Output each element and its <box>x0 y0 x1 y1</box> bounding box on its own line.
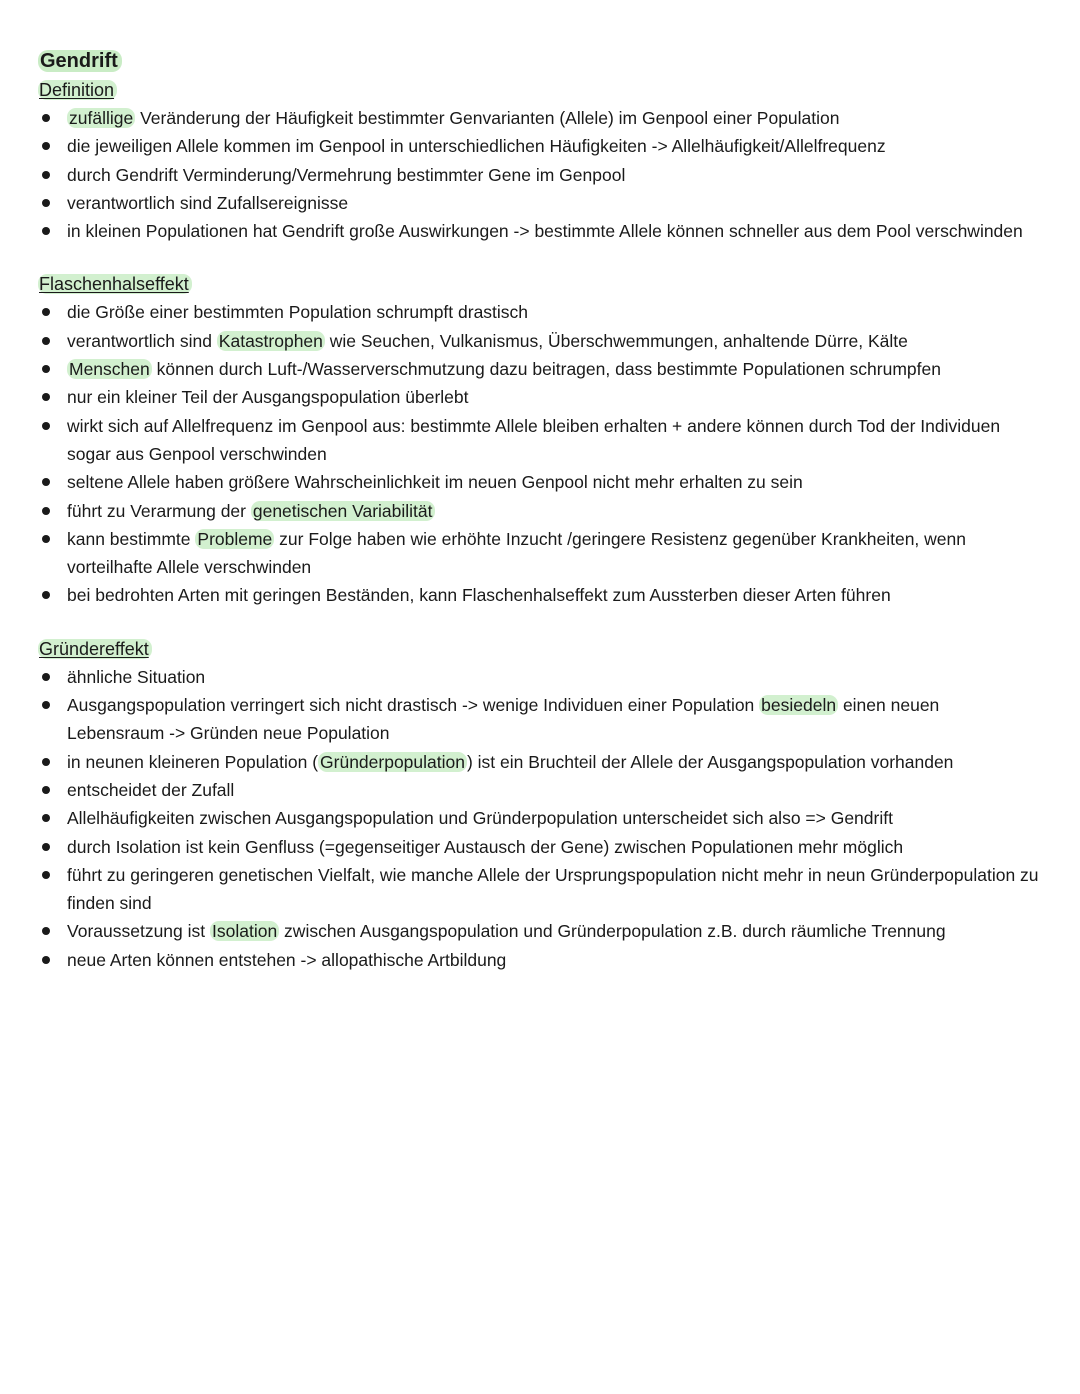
list-item <box>38 355 1040 383</box>
list-item <box>38 748 1040 776</box>
list-item <box>38 833 1040 861</box>
highlighted-text: zufällige <box>69 108 134 128</box>
text-segment: verantwortlich sind Zufallsereignisse <box>67 192 349 213</box>
section-2 <box>38 637 1040 974</box>
list-item <box>38 132 1040 160</box>
section-heading-text: Flaschenhalseffekt <box>38 274 192 294</box>
section-heading <box>38 78 1040 102</box>
text-segment: führt zu geringeren genetischen Vielfalt, wie manche Allele der Ursprungspopulation nicht mehr in neun Gründerpopulation zu finden sind <box>67 864 1039 914</box>
text-segment: wie Seuchen, Vulkanismus, Überschwemmungen, anhaltende Dürre, Kälte <box>324 330 908 351</box>
text-segment: ) ist ein Bruchteil der Allele der Ausgangspopulation vorhanden <box>466 751 954 772</box>
text-segment: durch Isolation ist kein Genfluss (=gegenseitiger Austausch der Gene) zwischen Populationen mehr möglich <box>67 836 904 857</box>
bullet-list <box>38 663 1040 974</box>
highlighted-text: Probleme <box>197 528 273 549</box>
bullet-list <box>38 298 1040 609</box>
list-item <box>38 412 1040 469</box>
list-item <box>38 804 1040 832</box>
text-segment: Voraussetzung ist <box>67 921 210 942</box>
list-item <box>38 327 1040 355</box>
bullet-list <box>38 104 1040 245</box>
text-segment: führt zu Verarmung der <box>67 500 251 521</box>
text-segment: einen neuen Lebensraum -> Gründen neue Population <box>67 695 940 744</box>
section-1 <box>38 272 1040 609</box>
text-segment: entscheidet der Zufall <box>67 779 235 800</box>
document-title <box>38 48 1040 74</box>
list-item <box>38 946 1040 974</box>
text-segment: seltene Allele haben größere Wahrscheinlichkeit im neuen Genpool nicht mehr erhalten zu sein <box>67 472 803 493</box>
text-segment: nur ein kleiner Teil der Ausgangspopulation überlebt <box>67 387 469 408</box>
list-item <box>38 525 1040 582</box>
text-segment: die Größe einer bestimmten Population schrumpft drastisch <box>67 302 529 323</box>
section-heading <box>38 637 1040 661</box>
text-segment: Allelhäufigkeiten zwischen Ausgangspopulation und Gründerpopulation unterscheidet sich also => Gendrift <box>67 808 893 829</box>
text-segment: neue Arten können entstehen -> allopathische Artbildung <box>67 949 507 970</box>
document-title-text: Gendrift <box>38 50 122 72</box>
text-segment: wirkt sich auf Allelfrequenz im Genpool aus: bestimmte Allele bleiben erhalten + andere können durch Tod der Individuen sogar aus Genpool verschwinden <box>67 415 1001 464</box>
section-0 <box>38 78 1040 245</box>
text-segment: ähnliche Situation <box>67 666 206 687</box>
sections-container <box>38 78 1040 974</box>
text-segment: Veränderung der Häufigkeit bestimmter Genvarianten (Allele) im Genpool einer Population <box>135 108 840 128</box>
list-item <box>38 104 1040 132</box>
text-segment: in kleinen Populationen hat Gendrift große Auswirkungen -> bestimmte Allele können schneller aus dem Pool verschwinden <box>67 221 1023 242</box>
section-heading-text: Definition <box>38 80 117 100</box>
list-item <box>38 497 1040 525</box>
list-item <box>38 189 1040 217</box>
text-segment: die jeweiligen Allele kommen im Genpool in unterschiedlichen Häufigkeiten -> Allelhäufigkeit/Allelfrequenz <box>67 136 886 157</box>
text-segment: in neunen kleineren Population ( <box>67 751 319 772</box>
section-heading-text: Gründereffekt <box>38 639 152 659</box>
text-segment: zwischen Ausgangspopulation und Gründerpopulation z.B. durch räumliche Trennung <box>279 921 946 942</box>
list-item <box>38 161 1040 189</box>
list-item <box>38 468 1040 496</box>
text-segment: kann bestimmte <box>67 528 196 549</box>
list-item <box>38 581 1040 609</box>
text-segment: zur Folge haben wie erhöhte Inzucht /geringere Resistenz gegenüber Krankheiten, wenn vorteilhafte Allele verschwinden <box>67 528 966 578</box>
text-segment: Ausgangspopulation verringert sich nicht drastisch -> wenige Individuen einer Population <box>67 695 760 716</box>
list-item <box>38 663 1040 691</box>
highlighted-text: Menschen <box>69 359 150 380</box>
highlighted-text: genetischen Variabilität <box>252 500 433 521</box>
list-item <box>38 298 1040 326</box>
text-segment: bei bedrohten Arten mit geringen Beständen, kann Flaschenhalseffekt zum Aussterben dieser Arten führen <box>67 585 891 606</box>
text-segment: durch Gendrift Verminderung/Vermehrung bestimmter Gene im Genpool <box>67 164 626 185</box>
list-item <box>38 691 1040 748</box>
text-segment: verantwortlich sind <box>67 330 217 351</box>
list-item <box>38 917 1040 945</box>
list-item <box>38 776 1040 804</box>
list-item <box>38 217 1040 245</box>
highlighted-text: Gründerpopulation <box>320 751 465 772</box>
highlighted-text: Isolation <box>212 921 278 942</box>
highlighted-text: Katastrophen <box>218 330 323 351</box>
highlighted-text: besiedeln <box>761 695 837 716</box>
text-segment: können durch Luft-/Wasserverschmutzung dazu beitragen, dass bestimmte Populationen schrumpfen <box>151 359 941 380</box>
section-heading <box>38 272 1040 296</box>
list-item <box>38 383 1040 411</box>
list-item <box>38 861 1040 918</box>
